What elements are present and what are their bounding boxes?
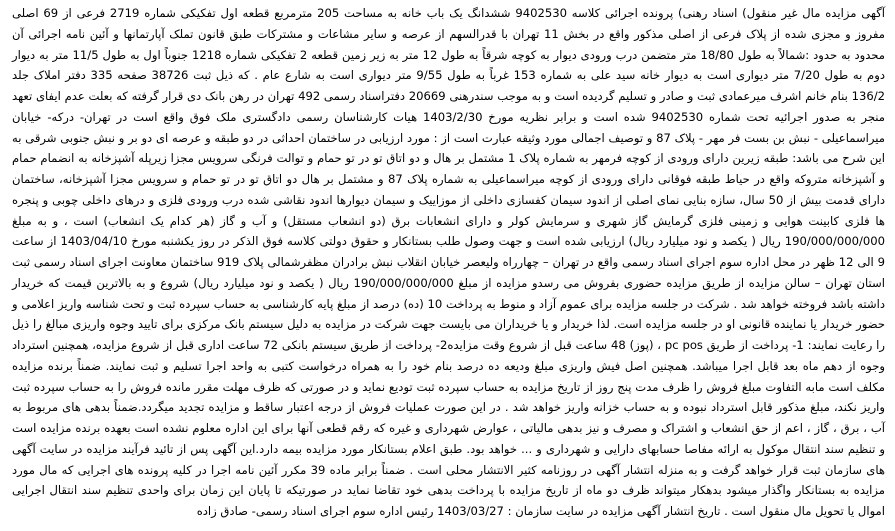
- auction-notice-text: آگهی مزایده مال غیر منقول) اسناد رهنی) پرونده اجرائی کلاسه 9402530 ششدانگ یک باب خانه به مساحت 205 مترمربع قطعه اول تفکیکی شماره 2719 فرعی از 69 اصلی مفروز و مجزی شده از پلاک فرعی از اصلی مذکور واقع در بخش 11 تهران با قدرالسهم از عرصه و سایر مشاعات و مشترکات طبق قانون تملک آپارتمانها و آئین نامه اجرائی آن محدود به حدود :شمالاً به طول 18/80 متر متضمن درب ورودی دیوار به کوچه شرقاً به طول 12 متر به زیر زمین قطعه 2 تفکیکی شماره 1218 جنوباً اول به طول 11/5 متر به دیوار دوم به طول 7/20 متر دیواری است به دیوار خانه سید علی به شماره 153 غرباً به طول 9/55 متر دیواری است به شارع عام . که ذیل ثبت 38726 صفحه 335 دفتر املاک جلد 136/2 بنام خانم اشرف میرعمادی ثبت و صادر و تسلیم گردیده است و به موجب سندرهنی 20669 دفتراسناد رسمی 492 تهران در رهن بانک دی قرار گرفته که بعلت عدم ایفای تعهد منجر به صدور اجرائیه تحت شماره 9402530 شده است و برابر نظریه مورخ 1403/2/30 هیات کارشناسان رسمی دادگستری ملک فوق واقع است در تهران- درکه- خیابان میراسماعیلی - نبش بن بست فر مهر - پلاک 87 و توصیف اجمالی مورد وثیقه عبارت است از : مورد ارزیابی در ساختمان احداثی در دو طبقه و عرصه ای دو بر و نبش جنوبی شرقی به این شرح می باشد: طبقه زیرین دارای ورودی از کوچه فرمهر به شماره پلاک 1 مشتمل بر هال و دو اتاق تو در تو حمام و توالت فرنگی سرویس مجزا زیرپله آشپزخانه به انضمام حمام و آشپزخانه متروکه واقع در حیاط طبقه فوقانی دارای ورودی از کوچه میراسماعیلی به شماره پلاک 87 و مشتمل بر هال دو اتاق تو در تو حمام و سرویس مجزا آشپزخانه، ساختمان دارای قدمت بیش از 50 سال، سازه بنایی نمای اصلی از اندود سیمان کفسازی داخلی از موزاییک و سیمان دیوارها اندود نقاشی شده درب ورودی فلزی و درهای داخلی چوبی و پنجره ها فلزی کابینت هوایی و زمینی فلزی گرمایش گاز شهری و سرمایش کولر و دارای انشعابات برق (دو انشعاب مستقل) و آب و گاز (هر کدام یک انشعاب) است ، و به مبلغ 190/000/000/000 ریال ( یکصد و نود میلیارد ریال) ارزیابی شده است و جهت وصول طلب بستانکار و حقوق دولتی کلاسه فوق الذکر در روز یکشنبه مورخ 1403/04/10 از ساعت 9 الی 12 ظهر در محل اداره سوم اجرای اسناد رسمی واقع در تهران – چهارراه ولیعصر خیابان انقلاب نبش برادران مظفرشمالی پلاک 919 ساختمان معاونت اجرای اسناد رسمی ثبت استان تهران – سالن مزایده از طریق مزایده حضوری بفروش می رسدو مزایده از مبلغ 190/000/000/000 ریال ( یکصد و نود میلیارد ریال) شروع و به بالاترین قیمت که خریدار داشته باشد فروخته خواهد شد . شرکت در جلسه مزایده برای عموم آزاد و منوط به پرداخت 10 (ده) درصد از مبلغ پایه کارشناسی به حساب سپرده ثبت و تحت شناسه واریز اعلامی و حضور خریدار یا نماینده قانونی او در جلسه مزایده است. لذا خریدار و یا خریداران می بایست جهت شرکت در مزایده به دلیل سیستم بانک مرکزی برای تایید وجوه واریزی مبالغ را ذیل را رعایت نمایند: 1- پرداخت از طریق pc pos ، (پوز) 48 ساعت قبل از شروع وقت مزایده2- پرداخت از طریق سیستم بانکی 72 ساعت اداری قبل از شروع مزایده، همچنین استرداد وجوه از دهم ماه بعد قابل اجرا میباشد. همچنین اصل فیش واریزی مبلغ ودیعه ده درصد بنام خود را به همراه درخواست کتبی به واحد اجرا تسلیم و ثبت نمایند. ضمناً برنده مزایده مکلف است مابه التفاوت مبلغ فروش را ظرف مدت پنج روز از تاریخ مزایده به حساب سپرده ثبت تودیع نماید و در صورتی که ظرف مهلت مقرر مانده فروش را به حساب سپرده ثبت واریز نکند، مبلغ مذکور قابل استرداد نبوده و به حساب خزانه واریز خواهد شد . در این صورت عملیات فروش از درجه اعتبار ساقط و مزایده تجدید میگردد.ضمناً بدهی های مربوط به آب ، برق ، گاز ، اعم از حق انشعاب و اشتراک و مصرف و نیز بدهی مالیاتی ، عوارض شهرداری و غیره که رقم قطعی آنها برای این اداره معلوم نشده است بعهده برنده مزایده است و تنظیم سند انتقال موکول به ارائه مفاصا حسابهای دارایی و شهرداری و ... خواهد بود. طبق اعلام بستانکار مورد مزایده بیمه دارد.این آگهی پس از تائید فرآیند مزایده در سایت آگهی های سازمان ثبت قرار خواهد گرفت و به منزله انتشار آگهی در روزنامه کثیر الانتشار محلی است . ضمناً برابر ماده 39 مکرر آئین نامه اجرا در کلیه پرونده های اجرایی که مال مورد مزایده به بستانکار واگذار میشود بدهکار میتواند ظرف دو ماه از تاریخ مزایده با پرداخت بدهی خود تقاضا نماید در صورتیکه تا پایان این زمان برای واحدی تنظیم سند انتقال اجرایی اموال یا تحویل مال منقول است . تاریخ انتشار آگهی مزایده در سایت سازمان : 1403/03/27 رئیس اداره سوم اجرای اسناد رسمی- صادق زاده: [12, 6, 886, 518]
